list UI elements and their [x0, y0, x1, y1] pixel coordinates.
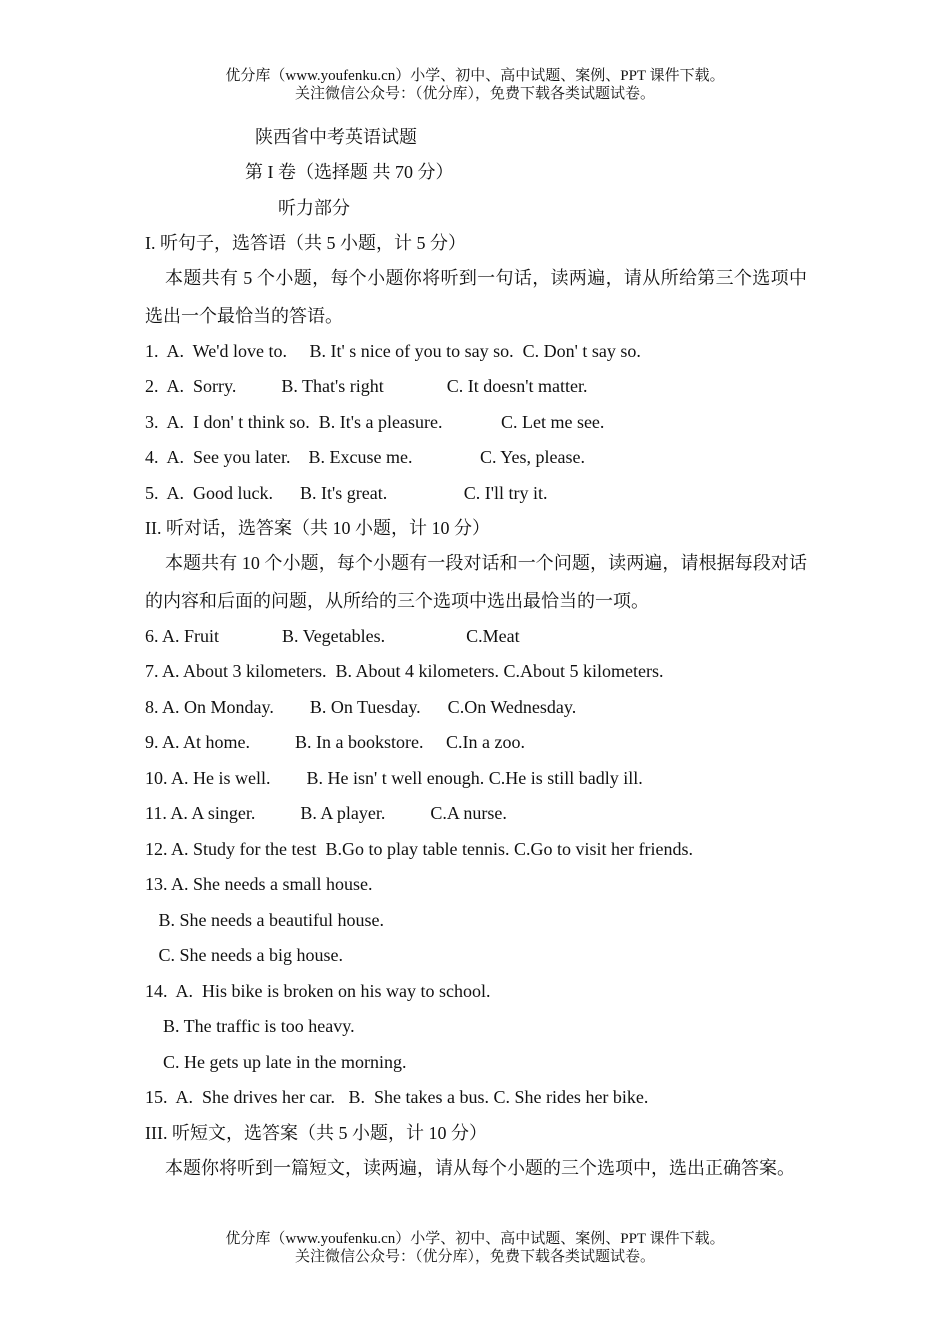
question-12: 12. A. Study for the test B.Go to play table tennis. C.Go to visit her friends. [145, 839, 693, 859]
section-3-heading: III. 听短文，选答案（共 5 小题，计 10 分） [145, 1123, 487, 1143]
question-9: 9. A. At home. B. In a bookstore. C.In a zoo. [145, 732, 525, 752]
question-5: 5. A. Good luck. B. It's great. C. I'll try it. [145, 483, 548, 503]
question-6: 6. A. Fruit B. Vegetables. C.Meat [145, 626, 520, 646]
question-14-option-c: C. He gets up late in the morning. [145, 1052, 407, 1072]
section-1-heading: I. 听句子，选答语（共 5 小题，计 5 分） [145, 233, 466, 253]
footer-line-1: 优分库（www.youfenku.cn）小学、初中、高中试题、案例、PPT 课件下载。 [225, 1231, 725, 1247]
section-1-intro: 本题共有 5 个小题，每个小题你将听到一句话，读两遍，请从所给第三个选项中选出一个最恰当的答语。 [145, 268, 807, 326]
section-2-heading: II. 听对话，选答案（共 10 小题，计 10 分） [145, 518, 490, 538]
question-7: 7. A. About 3 kilometers. B. About 4 kilometers. C.About 5 kilometers. [145, 661, 664, 681]
question-10: 10. A. He is well. B. He isn' t well enough. C.He is still badly ill. [145, 768, 643, 788]
question-14: 14. A. His bike is broken on his way to school. [145, 981, 491, 1001]
question-13: 13. A. She needs a small house. [145, 874, 373, 894]
question-13-option-b: B. She needs a beautiful house. [145, 910, 384, 930]
exam-title: 陕西省中考英语试题 [255, 127, 417, 147]
question-14-option-b: B. The traffic is too heavy. [145, 1016, 355, 1036]
header-line-1: 优分库（www.youfenku.cn）小学、初中、高中试题、案例、PPT 课件下载。 [225, 68, 725, 84]
question-8: 8. A. On Monday. B. On Tuesday. C.On Wednesday. [145, 697, 577, 717]
section-2-intro: 本题共有 10 个小题，每个小题有一段对话和一个问题，读两遍，请根据每段对话的内容和后面的问题，从所给的三个选项中选出最恰当的一项。 [145, 553, 807, 611]
header-line-2: 关注微信公众号：（优分库），免费下载各类试题试卷。 [294, 86, 655, 102]
question-3: 3. A. I don' t think so. B. It's a pleasure. C. Let me see. [145, 412, 605, 432]
section-3-intro: 本题你将听到一篇短文，读两遍，请从每个小题的三个选项中，选出正确答案。 [165, 1158, 795, 1178]
question-15: 15. A. She drives her car. B. She takes a bus. C. She rides her bike. [145, 1087, 649, 1107]
volume-title: 第 I 卷（选择题 共 70 分） [245, 162, 454, 182]
footer-line-2: 关注微信公众号：（优分库），免费下载各类试题试卷。 [294, 1249, 655, 1265]
question-11: 11. A. A singer. B. A player. C.A nurse. [145, 803, 507, 823]
part-title: 听力部分 [278, 198, 350, 218]
question-2: 2. A. Sorry. B. That's right C. It doesn't matter. [145, 376, 588, 396]
question-1: 1. A. We'd love to. B. It' s nice of you to say so. C. Don' t say so. [145, 341, 641, 361]
question-13-option-c: C. She needs a big house. [145, 945, 343, 965]
question-4: 4. A. See you later. B. Excuse me. C. Yes, please. [145, 447, 585, 467]
